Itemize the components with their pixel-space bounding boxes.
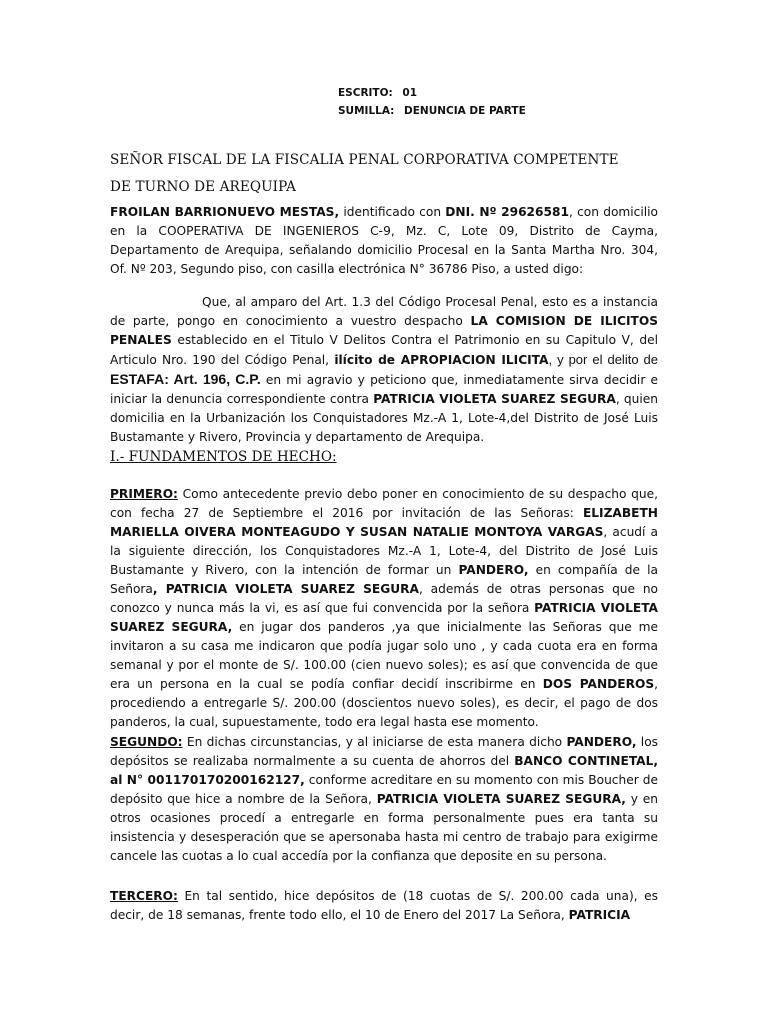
escrito-row bbox=[338, 84, 526, 102]
segundo-label: SEGUNDO: bbox=[110, 735, 183, 749]
primero-text-5: en jugar dos panderos ,ya que inicialmente las Señoras que me invitaron a su casa me indicaron que podía jugar solo uno , y cada cuota era en forma semanal y por el monte de S/. 100.00 (cien nuevo soles); es así que convencida de que era un persona en la cual se podía confiar decidí inscribirme en bbox=[110, 620, 658, 691]
escrito-value: 01 bbox=[402, 87, 418, 99]
tercero-paragraph bbox=[110, 887, 658, 925]
primero-text-1: Como antecedente previo debo poner en conocimiento de su despacho que, con fecha 27 de Septiembre el 2016 por invitación de las Señoras: bbox=[110, 487, 658, 520]
request-bold-3: PATRICIA VIOLETA SUAREZ SEGURA bbox=[373, 392, 616, 406]
sumilla-row bbox=[338, 102, 526, 120]
primero-bold-4: PATRICIA VIOLETA SUAREZ SEGURA, bbox=[110, 601, 658, 634]
tercero-text-1: En tal sentido, hice depósitos de (18 cuotas de S/. 200.00 cada una), es decir, de 18 semanas, frente todo ello, el 10 de Enero del 2017 La Señora, bbox=[110, 889, 658, 922]
request-text-3: , y por el delito de bbox=[548, 352, 659, 367]
primero-text-2: , acudí a la siguiente dirección, los Conquistadores Mz.-A 1, Lote-4, del Distrito de José Luis Bustamante y Rivero, con la intención de formar un bbox=[110, 525, 659, 577]
request-text-4: en mi agravio y peticiono que, inmediatamente sirva decidir e iniciar la denuncia correspondiente contra bbox=[110, 373, 659, 406]
segundo-bold-1: PANDERO, bbox=[566, 735, 637, 749]
request-text-2: establecido en el Titulo V Delitos Contra el Patrimonio en su Capitulo V, del Articulo Nro. 190 del Código Penal, bbox=[110, 333, 658, 367]
request-bold-2: ilícito de APROPIACION ILICITA bbox=[334, 353, 549, 367]
primero-bold-1: ELIZABETH MARIELLA OIVERA MONTEAGUDO Y SUSAN NATALIE MONTOYA VARGAS bbox=[110, 506, 658, 539]
segundo-text-2: los depósitos se realizaba normalmente a su cuenta de ahorros del bbox=[110, 735, 658, 768]
segundo-bold-3: PATRICIA VIOLETA SUAREZ SEGURA, bbox=[376, 792, 626, 806]
intro-text-2: , con domicilio en la COOPERATIVA DE INGENIEROS C-9, Mz. C, Lote 09, Distrito de Cayma, Departamento de Arequipa, señalando domicilio Procesal en la Santa Martha Nro. 304, Of. Nº 203, Segundo piso, con casilla electrónica N° 36786 Piso, a usted digo: bbox=[110, 205, 658, 276]
primero-label: PRIMERO: bbox=[110, 487, 178, 501]
primero-text-6: , procediendo a entregarle S/. 200.00 (doscientos nuevo soles), es decir, el pago de dos panderos, la cual, supuestamente, todo era legal hasta ese momento. bbox=[110, 677, 658, 729]
primero-paragraph bbox=[110, 485, 658, 732]
segundo-paragraph bbox=[110, 733, 658, 866]
segundo-text-3: conforme acreditare en su momento con mis Boucher de depósito que hice a nombre de la Señora, bbox=[110, 773, 658, 806]
request-text-5: , quien domicilia en la Urbanización los Conquistadores Mz.-A 1, Lote-4,del Distrito de José Luis Bustamante y Rivero, Provincia y departamento de Arequipa. bbox=[110, 392, 658, 444]
request-paragraph bbox=[110, 293, 658, 447]
tercero-bold-1: PATRICIA bbox=[568, 908, 631, 922]
primero-text-3: en compañía de la Señora bbox=[110, 563, 658, 596]
request-bold-1: LA COMISION DE ILICITOS PENALES bbox=[110, 314, 658, 347]
segundo-bold-2: BANCO CONTINETAL, al N° 001170170200162127, bbox=[110, 754, 659, 787]
segundo-text-4: y en otros ocasiones procedí a entregarle en forma personalmente pues era tanta su insistencia y desesperación que se apersonaba hasta mi centro de trabajo para exigirme cancele las cuotas a lo cual accedía por la confianza que deposite en su persona. bbox=[110, 792, 659, 863]
primero-bold-5: DOS PANDEROS bbox=[542, 677, 655, 691]
primero-bold-2: PANDERO, bbox=[458, 563, 529, 577]
tercero-label: TERCERO: bbox=[110, 889, 178, 903]
primero-text-4: , además de otras personas que no conozco y nunca más la vi, es así que fui convencida por la señora bbox=[110, 582, 659, 615]
sumilla-value: DENUNCIA DE PARTE bbox=[404, 105, 526, 117]
document-header bbox=[338, 84, 526, 120]
segundo-text-1: En dichas circunstancias, y al iniciarse de esta manera dicho bbox=[182, 735, 567, 749]
addressee-line-2: DE TURNO DE AREQUIPA bbox=[110, 179, 297, 195]
escrito-label: ESCRITO: bbox=[338, 87, 393, 99]
complainant-name: FROILAN BARRIONUEVO MESTAS, bbox=[110, 205, 340, 219]
intro-text-1: identificado con bbox=[339, 205, 446, 219]
intro-paragraph bbox=[110, 203, 658, 279]
estafa-article: ESTAFA: Art. 196, C.P. bbox=[110, 371, 261, 387]
dni-number: DNI. Nº 29626581 bbox=[445, 205, 569, 219]
request-text-1: Que, al amparo del Art. 1.3 del Código Procesal Penal, esto es a instancia de parte, pongo en conocimiento a vuestro despacho bbox=[110, 295, 658, 328]
addressee bbox=[110, 147, 660, 201]
addressee-line-1: SEÑOR FISCAL DE LA FISCALIA PENAL CORPORATIVA COMPETENTE bbox=[110, 152, 619, 168]
section-title: I.- FUNDAMENTOS DE HECHO: bbox=[110, 449, 337, 465]
primero-bold-3: , PATRICIA VIOLETA SUAREZ SEGURA bbox=[152, 582, 419, 596]
sumilla-label: SUMILLA: bbox=[338, 105, 395, 117]
